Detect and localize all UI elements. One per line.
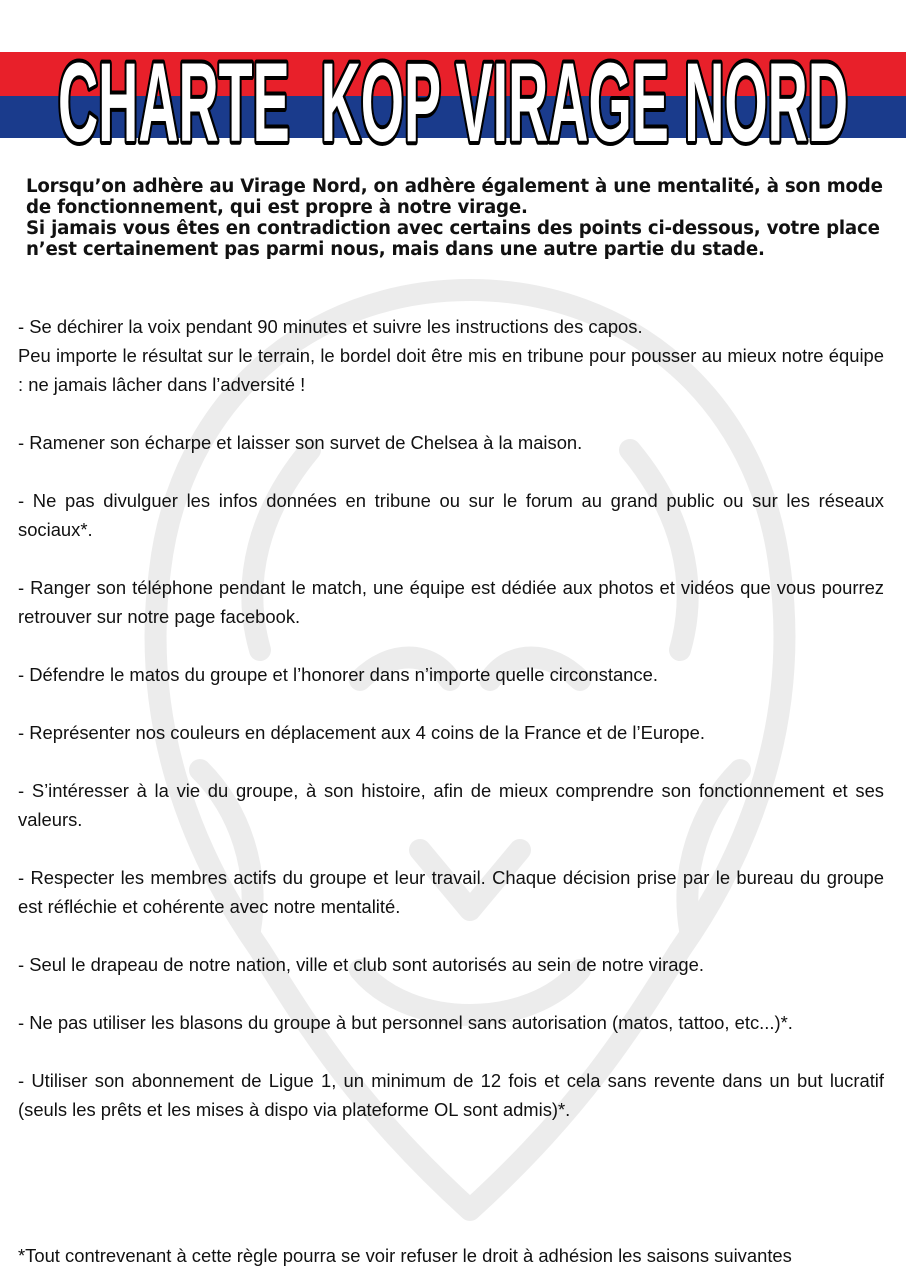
rule-text: - Représenter nos couleurs en déplacement aux 4 coins de la France et de l’Europe. [18,722,705,743]
list-item [18,660,884,689]
rule-text: Peu importe le résultat sur le terrain, le bordel doit être mis en tribune pour pousser au mieux notre équipe : ne jamais lâcher dans l’adversité ! [18,345,884,395]
list-item [18,776,884,834]
list-item [18,573,884,631]
rule-text: - Ramener son écharpe et laisser son survet de Chelsea à la maison. [18,432,583,453]
list-item [18,312,884,399]
list-item [18,428,884,457]
title-graphic [0,0,906,160]
rule-text: - Utiliser son abonnement de Ligue 1, un minimum de 12 fois et cela sans revente dans un but lucratif (seuls les prêts et les mises à dispo via plateforme OL sont admis)*. [18,1070,884,1120]
page-title: CHARTE KOP VIRAGE NORD [58,40,848,160]
list-item [18,718,884,747]
intro-paragraph: Si jamais vous êtes en contradiction avec certains des points ci-dessous, votre place n’est certainement pas parmi nous, mais dans une autre partie du stade. [26,218,880,260]
rule-text: - Ne pas utiliser les blasons du groupe à but personnel sans autorisation (matos, tattoo, etc...)*. [18,1012,793,1033]
rule-text: - Seul le drapeau de notre nation, ville et club sont autorisés au sein de notre virage. [18,954,704,975]
list-item [18,1066,884,1124]
rule-text: - Ne pas divulguer les infos données en tribune ou sur le forum au grand public ou sur les réseaux sociaux*. [18,490,884,540]
rule-text: - S’intéresser à la vie du groupe, à son histoire, afin de mieux comprendre son fonctionnement et ses valeurs. [18,780,884,830]
rule-text: - Défendre le matos du groupe et l’honorer dans n’importe quelle circonstance. [18,664,658,685]
list-item [18,486,884,544]
rule-text: - Ranger son téléphone pendant le match, une équipe est dédiée aux photos et vidéos que vous pourrez retrouver sur notre page facebook. [18,577,884,627]
list-item [18,863,884,921]
footnote: *Tout contrevenant à cette règle pourra se voir refuser le droit à adhésion les saisons suivantes [18,1245,792,1266]
rule-text: - Se déchirer la voix pendant 90 minutes et suivre les instructions des capos. [18,316,643,337]
intro-text [26,176,886,260]
list-item [18,1008,884,1037]
intro-paragraph: Lorsqu’on adhère au Virage Nord, on adhère également à une mentalité, à son mode de fonctionnement, qui est propre à notre virage. [26,176,883,218]
header-banner [0,0,906,160]
list-item [18,950,884,979]
rule-text: - Respecter les membres actifs du groupe et leur travail. Chaque décision prise par le bureau du groupe est réfléchie et cohérente avec notre mentalité. [18,867,884,917]
rules-list [18,312,884,1153]
